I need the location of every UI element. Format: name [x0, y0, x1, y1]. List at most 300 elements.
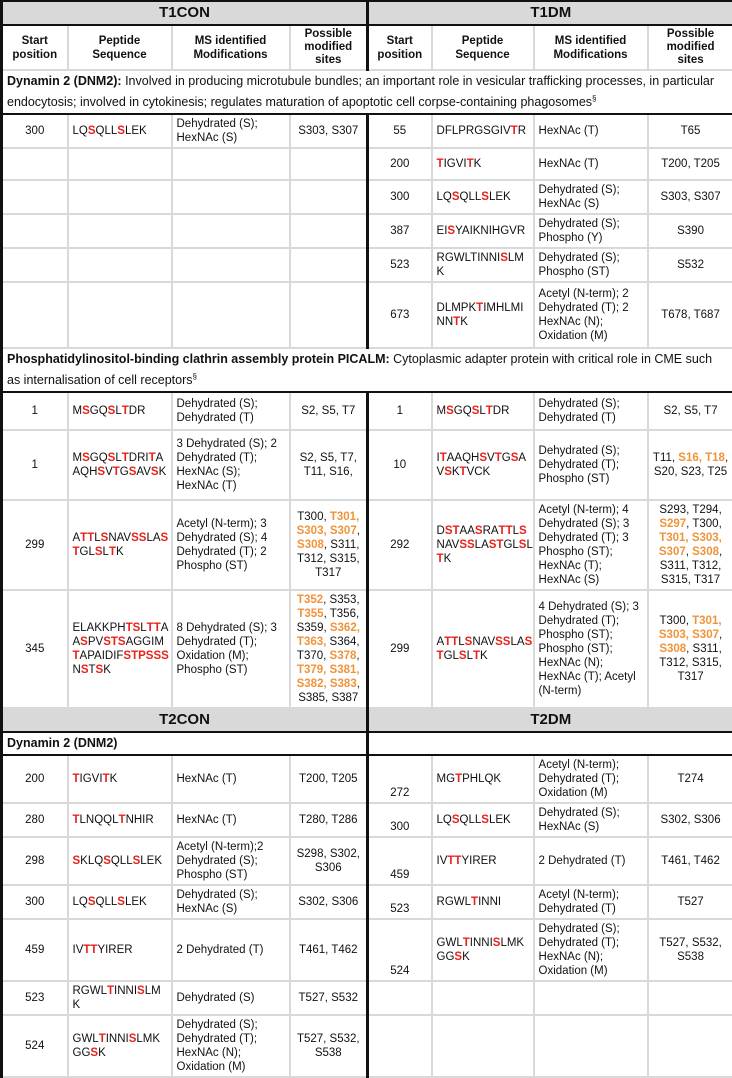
- site-segment: S2, S5, T7: [663, 405, 717, 417]
- peptide-sequence-left: [68, 114, 172, 148]
- residue-segment: S: [96, 664, 104, 676]
- residue-segment: LA: [510, 636, 524, 648]
- ms-modifications-right: 2 Dehydrated (T): [534, 837, 648, 885]
- peptide-sequence-right: [432, 919, 534, 981]
- residue-segment: EI: [437, 225, 448, 237]
- table-row: [2, 392, 732, 430]
- site-segment: S303, S307: [660, 191, 720, 203]
- peptide-sequence-right: [432, 885, 534, 919]
- residue-segment: IGVI: [444, 158, 467, 170]
- table-row: [2, 180, 732, 214]
- ms-modifications-right: Dehydrated (S); Dehydrated (T): [534, 392, 648, 430]
- residue-segment: NAV: [472, 636, 495, 648]
- residue-segment: LEK: [489, 191, 511, 203]
- residue-segment: PV: [88, 636, 103, 648]
- residue-segment: SS: [495, 636, 510, 648]
- column-header: Possible modified sites: [648, 25, 732, 70]
- table-row: [2, 114, 732, 148]
- site-segment: , S311, T312, S315, T317: [297, 539, 360, 579]
- residue-segment: LNQQL: [80, 814, 119, 826]
- residue-segment: LQ: [437, 814, 452, 826]
- start-position-right: 272: [368, 755, 432, 803]
- start-position-left: 1: [2, 392, 68, 430]
- peptide-sequence-right: [432, 148, 534, 180]
- ms-modifications-right: Dehydrated (S); Dehydrated (T); Phospho (ST): [534, 430, 648, 500]
- residue-segment: M: [73, 405, 83, 417]
- residue-segment: S: [73, 855, 81, 867]
- residue-segment: QLL: [96, 125, 118, 137]
- possible-modified-sites-right: [648, 885, 732, 919]
- residue-segment: T: [437, 158, 444, 170]
- peptide-sequence-left: [68, 755, 172, 803]
- residue-segment: AAQH: [447, 452, 480, 464]
- residue-segment: T: [73, 650, 80, 662]
- residue-segment: TT: [447, 855, 461, 867]
- residue-segment: GQ: [90, 405, 108, 417]
- start-position-right: 299: [368, 590, 432, 708]
- protein-name: Dynamin 2 (DNM2): [7, 736, 117, 750]
- possible-modified-sites-left: [290, 981, 368, 1015]
- ms-modifications-left: 2 Dehydrated (T): [172, 919, 290, 981]
- site-segment: S16, T18: [678, 452, 725, 464]
- start-position-right: 523: [368, 248, 432, 282]
- residue-segment: IGVI: [80, 773, 103, 785]
- possible-modified-sites-right: [648, 392, 732, 430]
- residue-segment: T: [455, 773, 462, 785]
- table-row: [2, 803, 732, 837]
- ms-modifications-right: Dehydrated (S); HexNAc (S): [534, 803, 648, 837]
- ms-modifications-left: [172, 180, 290, 214]
- residue-segment: LMK GG: [437, 937, 525, 963]
- residue-segment: SS: [459, 539, 474, 551]
- site-segment: T65: [681, 125, 701, 137]
- start-position-right: [368, 1015, 432, 1077]
- start-position-right: 1: [368, 392, 432, 430]
- residue-segment: A AQH: [73, 452, 163, 478]
- possible-modified-sites-left: [290, 803, 368, 837]
- residue-segment: AA: [460, 525, 475, 537]
- residue-segment: S: [103, 855, 111, 867]
- group-header-t1con: T1CON: [2, 1, 368, 25]
- residue-segment: T: [486, 405, 493, 417]
- residue-segment: S: [481, 191, 489, 203]
- protein-function: Involved in producing microtubule bundles; an important role in vesicular trafficking processes, in particular endocytosis; involved in cytokinesis; regulates maturation of apoptotic cell corpse-containing phagosomes: [7, 74, 714, 109]
- table-row: [2, 500, 732, 590]
- residue-segment: T: [476, 302, 483, 314]
- residue-segment: S: [80, 636, 88, 648]
- residue-segment: S: [129, 466, 137, 478]
- residue-segment: S: [108, 405, 116, 417]
- ms-modifications-left: [172, 148, 290, 180]
- group-header-row: [2, 708, 732, 732]
- ms-modifications-right: Acetyl (N-term); 2 Dehydrated (T); 2 HexNAc (N); Oxidation (M): [534, 282, 648, 348]
- residue-segment: QLL: [111, 855, 133, 867]
- start-position-left: 300: [2, 885, 68, 919]
- column-header: Peptide Sequence: [432, 25, 534, 70]
- possible-modified-sites-right: [648, 430, 732, 500]
- residue-segment: S: [117, 125, 125, 137]
- peptide-sequence-left: [68, 180, 172, 214]
- residue-segment: TT: [499, 525, 513, 537]
- peptide-sequence-right: [432, 214, 534, 248]
- site-segment: T461, T462: [661, 855, 720, 867]
- possible-modified-sites-left: [290, 248, 368, 282]
- table-row: [2, 885, 732, 919]
- peptide-sequence-left: [68, 500, 172, 590]
- protein-header-row: [2, 348, 732, 392]
- site-segment: S293, T294,: [659, 504, 721, 516]
- residue-segment: S: [129, 1033, 137, 1045]
- ms-modifications-right: Dehydrated (S); HexNAc (S): [534, 180, 648, 214]
- possible-modified-sites-left: [290, 180, 368, 214]
- ms-modifications-left: [172, 282, 290, 348]
- residue-segment: S: [82, 405, 90, 417]
- start-position-right: 300: [368, 803, 432, 837]
- protein-function: Cytoplasmic adapter protein with critical role in CME such as internalisation of cell receptors: [7, 352, 712, 387]
- ms-modifications-right: HexNAc (T): [534, 148, 648, 180]
- residue-segment: L: [115, 452, 121, 464]
- site-segment: S378: [330, 650, 357, 662]
- possible-modified-sites-right: [648, 180, 732, 214]
- residue-segment: S: [454, 951, 462, 963]
- ms-modifications-left: Acetyl (N-term); 3 Dehydrated (S); 4 Dehydrated (T); 2 Phospho (ST): [172, 500, 290, 590]
- residue-segment: IMHLMI NN: [437, 302, 524, 328]
- residue-segment: K: [110, 773, 118, 785]
- residue-segment: TT: [147, 622, 161, 634]
- residue-segment: YIRER: [461, 855, 496, 867]
- residue-segment: TT: [83, 944, 97, 956]
- residue-segment: S: [452, 191, 460, 203]
- peptide-sequence-right: [432, 430, 534, 500]
- table-row: [2, 919, 732, 981]
- residue-segment: L: [458, 636, 464, 648]
- residue-segment: S: [525, 636, 533, 648]
- site-segment: T355: [297, 608, 323, 620]
- start-position-right: 300: [368, 180, 432, 214]
- site-segment: T274: [677, 773, 703, 785]
- residue-segment: DLMPK: [437, 302, 477, 314]
- residue-segment: GL: [503, 539, 518, 551]
- start-position-right: 673: [368, 282, 432, 348]
- site-segment: S16: [329, 466, 349, 478]
- table-row: [2, 981, 732, 1015]
- possible-modified-sites-left: [290, 837, 368, 885]
- possible-modified-sites-right: [648, 148, 732, 180]
- peptide-sequence-right: [432, 755, 534, 803]
- possible-modified-sites-left: [290, 214, 368, 248]
- residue-segment: S: [459, 650, 467, 662]
- site-segment: , T300,: [686, 518, 722, 530]
- peptide-sequence-right: [432, 114, 534, 148]
- possible-modified-sites-right: [648, 114, 732, 148]
- group-header-row: [2, 1, 732, 25]
- start-position-left: 280: [2, 803, 68, 837]
- residue-segment: DR: [129, 405, 146, 417]
- ms-modifications-right: Dehydrated (S); Phospho (ST): [534, 248, 648, 282]
- protein-description-t2-dnm2: [2, 732, 368, 755]
- peptide-sequence-left: [68, 248, 172, 282]
- residue-segment: LMK GG: [73, 1033, 161, 1059]
- residue-segment: NAV: [437, 539, 460, 551]
- residue-segment: S: [519, 525, 527, 537]
- residue-segment: S: [161, 532, 169, 544]
- residue-segment: INNI: [470, 937, 493, 949]
- possible-modified-sites-left: [290, 755, 368, 803]
- ms-modifications-left: 8 Dehydrated (S); 3 Dehydrated (T); Oxidation (M); Phospho (ST): [172, 590, 290, 708]
- site-segment: S364, T370,: [297, 636, 360, 662]
- possible-modified-sites-left: [290, 392, 368, 430]
- possible-modified-sites-right: [648, 248, 732, 282]
- residue-segment: T: [511, 125, 518, 137]
- residue-segment: L: [526, 539, 532, 551]
- residue-segment: T: [437, 553, 444, 565]
- residue-segment: S: [444, 466, 452, 478]
- group-header-t1dm: T1DM: [368, 1, 732, 25]
- ms-modifications-right: [534, 1015, 648, 1077]
- table-row: [2, 837, 732, 885]
- site-segment: T300,: [660, 615, 693, 627]
- residue-segment: ELAKKPH: [73, 622, 126, 634]
- ms-modifications-left: Dehydrated (S); HexNAc (S): [172, 114, 290, 148]
- site-segment: T301, S303, S307: [659, 615, 722, 641]
- peptide-sequence-left: [68, 837, 172, 885]
- peptide-sequence-right: [432, 1015, 534, 1077]
- ms-modifications-right: Acetyl (N-term); 4 Dehydrated (S); 3 Dehydrated (T); 3 Phospho (ST); HexNAc (T); HexNAc (S): [534, 500, 648, 590]
- residue-segment: YIRER: [97, 944, 132, 956]
- residue-segment: T: [437, 650, 444, 662]
- ms-modifications-left: Dehydrated (S); Dehydrated (T); HexNAc (N); Oxidation (M): [172, 1015, 290, 1077]
- residue-segment: S: [82, 452, 90, 464]
- ms-modifications-left: Dehydrated (S); HexNAc (S): [172, 885, 290, 919]
- residue-segment: T: [119, 814, 126, 826]
- site-segment: T280, T286: [299, 814, 358, 826]
- residue-segment: T: [495, 452, 502, 464]
- start-position-left: [2, 248, 68, 282]
- possible-modified-sites-left: [290, 1015, 368, 1077]
- residue-segment: LEK: [125, 125, 147, 137]
- residue-segment: STS: [103, 636, 125, 648]
- residue-segment: S: [472, 405, 480, 417]
- residue-segment: M: [437, 405, 447, 417]
- residue-segment: STP: [123, 650, 145, 662]
- start-position-right: 55: [368, 114, 432, 148]
- protein-name: Phosphatidylinositol-binding clathrin assembly protein PICALM:: [7, 352, 390, 366]
- site-segment: T301, S303, S307: [659, 532, 722, 558]
- site-segment: T200, T205: [299, 773, 358, 785]
- site-segment: S303, S307: [298, 125, 358, 137]
- table-row: [2, 1015, 732, 1077]
- residue-segment: T: [103, 773, 110, 785]
- possible-modified-sites-right: [648, 500, 732, 590]
- residue-segment: A: [73, 532, 81, 544]
- residue-segment: S: [493, 937, 501, 949]
- start-position-left: 299: [2, 500, 68, 590]
- protein-name: Dynamin 2 (DNM2):: [7, 74, 122, 88]
- site-segment: T300,: [297, 511, 330, 523]
- residue-segment: S: [137, 985, 145, 997]
- site-segment: T301, S303, S307: [297, 511, 360, 537]
- residue-segment: T: [453, 316, 460, 328]
- possible-modified-sites-left: [290, 114, 368, 148]
- residue-segment: T: [113, 466, 120, 478]
- residue-segment: S: [465, 636, 473, 648]
- possible-modified-sites-left: [290, 885, 368, 919]
- column-header: Peptide Sequence: [68, 25, 172, 70]
- residue-segment: GL: [444, 650, 459, 662]
- residue-segment: G: [120, 466, 129, 478]
- possible-modified-sites-left: [290, 500, 368, 590]
- start-position-left: 200: [2, 755, 68, 803]
- peptide-sequence-left: [68, 885, 172, 919]
- residue-segment: T: [107, 985, 114, 997]
- residue-segment: G: [502, 452, 511, 464]
- site-segment: S2, S5, T7: [301, 405, 355, 417]
- site-segment: S297: [659, 518, 686, 530]
- ms-modifications-left: HexNAc (T): [172, 803, 290, 837]
- site-segment: , S385, S387: [298, 678, 360, 704]
- site-segment: , S20, S23, T25: [654, 452, 728, 478]
- site-segment: S2, S5, T7, T11,: [300, 452, 357, 478]
- site-segment: T461, T462: [299, 944, 358, 956]
- residue-segment: TS: [126, 622, 141, 634]
- residue-segment: K: [480, 650, 488, 662]
- residue-segment: A A: [73, 622, 168, 648]
- residue-segment: DRI: [129, 452, 149, 464]
- residue-segment: D: [437, 525, 445, 537]
- ms-modifications-left: 3 Dehydrated (S); 2 Dehydrated (T); HexNAc (S); HexNAc (T): [172, 430, 290, 500]
- site-segment: , S311, T312, S315, T317: [659, 643, 722, 683]
- site-segment: S390: [677, 225, 704, 237]
- ms-modifications-right: Acetyl (N-term); Dehydrated (T): [534, 885, 648, 919]
- residue-segment: NAV: [108, 532, 131, 544]
- residue-segment: A V: [437, 452, 526, 478]
- start-position-right: 524: [368, 919, 432, 981]
- residue-segment: QLL: [460, 814, 482, 826]
- peptide-sequence-right: [432, 837, 534, 885]
- residue-segment: T: [109, 546, 116, 558]
- residue-segment: LA: [475, 539, 489, 551]
- start-position-left: [2, 180, 68, 214]
- residue-segment: K: [444, 553, 452, 565]
- site-segment: ,: [350, 466, 353, 478]
- residue-segment: LEK: [140, 855, 162, 867]
- peptide-sequence-left: [68, 430, 172, 500]
- site-segment: , S353,: [323, 594, 359, 606]
- ms-modifications-left: Acetyl (N-term);2 Dehydrated (S); Phospho (ST): [172, 837, 290, 885]
- residue-segment: LQ: [437, 191, 452, 203]
- residue-segment: S: [97, 466, 105, 478]
- ms-modifications-right: HexNAc (T): [534, 114, 648, 148]
- start-position-left: 298: [2, 837, 68, 885]
- residue-segment: ST: [445, 525, 460, 537]
- residue-segment: L: [479, 405, 485, 417]
- possible-modified-sites-right: [648, 214, 732, 248]
- column-header-row: [2, 25, 732, 70]
- residue-segment: A: [437, 636, 445, 648]
- residue-segment: T: [73, 546, 80, 558]
- possible-modified-sites-right: [648, 803, 732, 837]
- start-position-right: 200: [368, 148, 432, 180]
- residue-segment: N: [73, 664, 81, 676]
- residue-segment: S: [519, 539, 527, 551]
- peptide-sequence-left: [68, 1015, 172, 1077]
- column-header: Start position: [2, 25, 68, 70]
- residue-segment: QLL: [460, 191, 482, 203]
- possible-modified-sites-right: [648, 919, 732, 981]
- site-segment: S362, T363,: [297, 622, 360, 648]
- peptide-sequence-right: [432, 282, 534, 348]
- residue-segment: S: [500, 252, 508, 264]
- site-segment: S302, S306: [298, 896, 358, 908]
- group-header-t2dm: T2DM: [368, 708, 732, 732]
- ms-modifications-left: [172, 214, 290, 248]
- column-header: MS identified Modifications: [172, 25, 290, 70]
- site-segment: ,: [719, 629, 722, 641]
- residue-segment: K: [460, 316, 468, 328]
- site-segment: T527: [677, 896, 703, 908]
- residue-segment: LM K: [437, 252, 524, 278]
- start-position-right: [368, 981, 432, 1015]
- site-segment: S308: [692, 546, 719, 558]
- residue-segment: INNI: [106, 1033, 129, 1045]
- residue-segment: RGWLTINNI: [437, 252, 501, 264]
- start-position-right: 387: [368, 214, 432, 248]
- residue-segment: S: [446, 405, 454, 417]
- site-segment: T200, T205: [661, 158, 720, 170]
- protein-header-row: [2, 70, 732, 114]
- residue-segment: T: [122, 452, 129, 464]
- residue-segment: RA: [483, 525, 499, 537]
- start-position-left: 524: [2, 1015, 68, 1077]
- start-position-right: 459: [368, 837, 432, 885]
- ms-modifications-right: Dehydrated (S); Dehydrated (T); HexNAc (N); Oxidation (M): [534, 919, 648, 981]
- residue-segment: V: [487, 452, 495, 464]
- residue-segment: YAIKNIHGVR: [455, 225, 525, 237]
- site-segment: T379, S381, S382, S383: [297, 664, 360, 690]
- site-segment: T527, S532, S538: [297, 1033, 360, 1059]
- residue-segment: V: [105, 466, 113, 478]
- possible-modified-sites-left: [290, 430, 368, 500]
- residue-segment: T: [473, 650, 480, 662]
- possible-modified-sites-right: [648, 755, 732, 803]
- peptide-sequence-left: [68, 148, 172, 180]
- ms-modifications-right: 4 Dehydrated (S); 3 Dehydrated (T); Phospho (ST); Phospho (ST); HexNAc (N); HexNAc (T); Acetyl (N-term): [534, 590, 648, 708]
- residue-segment: K: [474, 158, 482, 170]
- start-position-left: 345: [2, 590, 68, 708]
- peptide-sequence-right: [432, 981, 534, 1015]
- residue-segment: L: [467, 650, 473, 662]
- residue-segment: K: [103, 664, 111, 676]
- residue-segment: LQ: [73, 125, 88, 137]
- residue-segment: GWL: [73, 1033, 99, 1045]
- residue-segment: TT: [444, 636, 458, 648]
- residue-segment: LA: [146, 532, 160, 544]
- residue-segment: SSS: [146, 650, 169, 662]
- site-segment: T527, S532: [299, 992, 358, 1004]
- residue-segment: T: [463, 937, 470, 949]
- peptide-sequence-left: [68, 919, 172, 981]
- possible-modified-sites-right: [648, 1015, 732, 1077]
- footnote-mark: §: [592, 94, 596, 103]
- site-segment: ,: [357, 525, 360, 537]
- column-header: Possible modified sites: [290, 25, 368, 70]
- start-position-left: [2, 148, 68, 180]
- ms-modifications-left: Dehydrated (S); Dehydrated (T): [172, 392, 290, 430]
- residue-segment: AGGIM: [126, 636, 164, 648]
- start-position-right: 10: [368, 430, 432, 500]
- residue-segment: IV: [437, 855, 448, 867]
- residue-segment: T: [460, 466, 467, 478]
